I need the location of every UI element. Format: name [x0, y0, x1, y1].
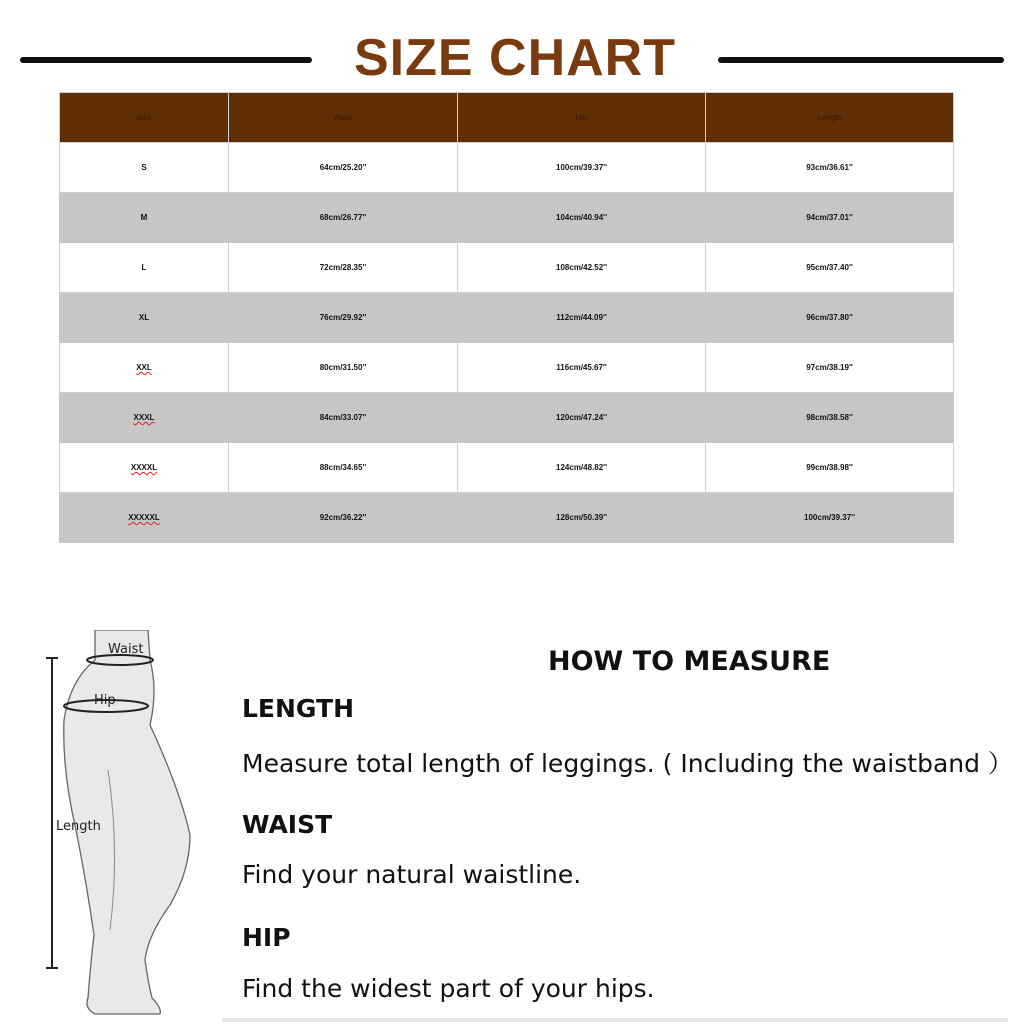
hip-cell: 104cm/40.94'': [458, 193, 706, 243]
waist-cell: 88cm/34.65'': [229, 443, 458, 493]
size-label: XXXL: [133, 413, 155, 422]
length-cell: 94cm/37.01'': [706, 193, 954, 243]
size-cell: M: [60, 193, 229, 243]
size-cell: S: [60, 143, 229, 193]
waist-cell: 64cm/25.20'': [229, 143, 458, 193]
hip-cell: 120cm/47.24'': [458, 393, 706, 443]
size-cell: [60, 343, 229, 393]
length-instructions: Measure total length of leggings. ( Including the waistband ）: [242, 749, 1013, 778]
header-length: Length: [706, 93, 954, 143]
hip-heading: HIP: [242, 923, 291, 952]
table-row: [60, 443, 954, 493]
how-to-measure-title: HOW TO MEASURE: [548, 646, 831, 677]
size-label: XXXXXL: [128, 513, 160, 522]
figure-hip-label: Hip: [94, 693, 116, 708]
table-row: [60, 243, 954, 293]
header-hip: Hip: [458, 93, 706, 143]
table-row: [60, 293, 954, 343]
length-cell: 97cm/38.19'': [706, 343, 954, 393]
hip-cell: 128cm/50.39'': [458, 493, 706, 543]
hip-cell: 112cm/44.09'': [458, 293, 706, 343]
table-row: [60, 493, 954, 543]
size-cell: L: [60, 243, 229, 293]
length-cell: 96cm/37.80'': [706, 293, 954, 343]
size-cell: XL: [60, 293, 229, 343]
title-rule-left: [20, 57, 312, 63]
waist-cell: 80cm/31.50'': [229, 343, 458, 393]
hip-cell: 124cm/48.82'': [458, 443, 706, 493]
size-label: XXXXL: [130, 463, 158, 472]
hip-cell: 116cm/45.67'': [458, 343, 706, 393]
table-row: [60, 193, 954, 243]
hip-instructions: Find the widest part of your hips.: [242, 974, 655, 1003]
bottom-divider: [222, 1018, 1008, 1022]
table-row: [60, 143, 954, 193]
how-to-measure-panel: [222, 628, 1008, 1024]
waist-cell: 68cm/26.77'': [229, 193, 458, 243]
table-header-row: [60, 93, 954, 143]
length-cell: 100cm/39.37'': [706, 493, 954, 543]
table-row: [60, 393, 954, 443]
table-row: [60, 343, 954, 393]
size-cell: [60, 393, 229, 443]
waist-cell: 84cm/33.07'': [229, 393, 458, 443]
length-cell: 99cm/38.98'': [706, 443, 954, 493]
waist-cell: 92cm/36.22'': [229, 493, 458, 543]
waist-instructions: Find your natural waistline.: [242, 860, 582, 889]
length-cell: 93cm/36.61'': [706, 143, 954, 193]
size-label: XXL: [136, 363, 152, 372]
length-cell: 95cm/37.40'': [706, 243, 954, 293]
hip-cell: 100cm/39.37'': [458, 143, 706, 193]
hip-cell: 108cm/42.52'': [458, 243, 706, 293]
waist-cell: 72cm/28.35'': [229, 243, 458, 293]
length-cell: 98cm/38.58'': [706, 393, 954, 443]
figure-length-label: Length: [56, 819, 101, 834]
figure-waist-label: Waist: [108, 642, 144, 657]
size-cell: [60, 493, 229, 543]
page-title: SIZE CHART: [354, 29, 676, 87]
title-banner: [0, 28, 1024, 92]
title-rule-right: [718, 57, 1004, 63]
header-size: size: [60, 93, 229, 143]
leggings-figure: [40, 630, 200, 1024]
length-heading: LENGTH: [242, 694, 354, 723]
waist-heading: WAIST: [242, 810, 333, 839]
size-chart-table: [59, 92, 954, 543]
waist-cell: 76cm/29.92'': [229, 293, 458, 343]
size-cell: [60, 443, 229, 493]
header-waist: Waist: [229, 93, 458, 143]
